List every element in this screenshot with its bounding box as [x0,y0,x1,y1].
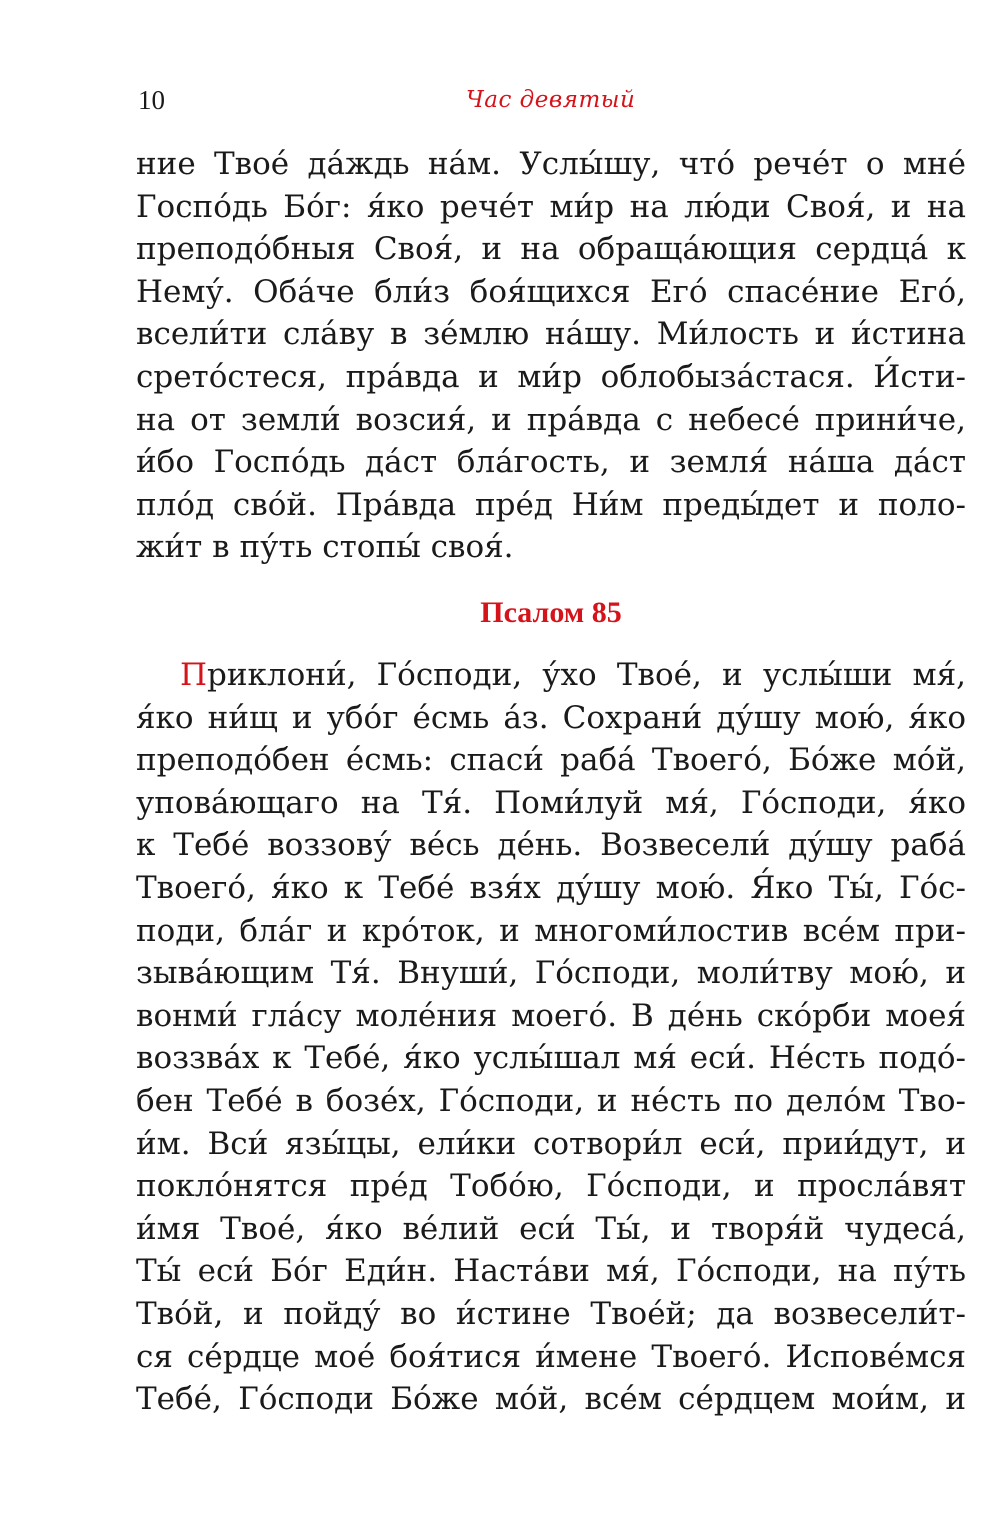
text-line: я́ко ни́щ и убо́г е́смь а́з. Сохрани́ ду́шу мою́, я́ко [136,699,966,736]
text-line: преподо́бен е́смь: спаси́ раба́ Твоего́, Бо́же мо́й, [136,742,966,779]
running-title: Час девятый [466,87,636,113]
text-line: и́бо Госпо́дь да́ст бла́гость, и земля́ на́ша да́ст [136,444,966,481]
text-line: Твоего́, я́ко к Тебе́ взя́х ду́шу мою́. Я́ко Ты́, Го́с- [136,869,966,906]
text-line: и́мя Твое́, я́ко ве́лий еси́ Ты́, и творя́й чудеса́, [136,1210,966,1247]
text-line: покло́нятся пре́д Тобо́ю, Го́споди, и просла́вят [136,1168,966,1205]
text-line: и́м. Вси́ язы́цы, ели́ки сотвори́л еси́, прии́дут, и [136,1125,966,1162]
psalm-heading: Псалом 85 [480,596,622,629]
text-line: зыва́ющим Тя́. Внуши́, Го́споди, моли́тву мою́, и [136,955,966,992]
text-line: Тебе́, Го́споди Бо́же мо́й, все́м се́рдцем мои́м, и [136,1381,966,1418]
text-line: Госпо́дь Бо́г: я́ко рече́т ми́р на лю́ди Своя́, и на [136,188,966,225]
text-line: жи́т в пу́ть стопы́ своя́. [136,529,514,566]
text-line: Тво́й, и пойду́ во и́стине Твое́й; да возвесели́т- [136,1295,966,1332]
text-line: ние Твое́ да́ждь на́м. Услы́шу, что́ рече́т о мне́ [136,146,966,182]
text-line: Нему́. Оба́че бли́з боя́щихся Его́ спасе́ние Его́, [136,273,966,310]
page-number: 10 [138,85,165,115]
first-line-text: риклони́, Го́споди, у́хо Твое́, и услы́ши мя́, [207,657,966,693]
text-line: пло́д сво́й. Пра́вда пре́д Ни́м преды́дет и поло- [136,486,966,523]
continued-psalm-text [136,143,966,569]
text-line: поди, бла́г и кро́ток, и многоми́лостив все́м при- [136,912,966,949]
text-line: Ты́ еси́ Бо́г Еди́н. Наста́ви мя́, Го́споди, на пу́ть [136,1253,966,1290]
text-line: упова́ющаго на Тя́. Поми́луй мя́, Го́споди, я́ко [136,784,966,821]
text-line: преподо́бныя Своя́, и на обраща́ющия сердца́ к [136,231,966,268]
text-line: всели́ти сла́ву в зе́млю на́шу. Ми́лость и и́стина [136,316,966,353]
text-line: к Тебе́ воззову́ ве́сь де́нь. Возвесели́ ду́шу раба́ [136,827,966,864]
text-line: вонми́ гла́су моле́ния моего́. В де́нь ско́рби моея́ [136,997,966,1034]
text-line: бен Тебе́ в бозе́х, Го́споди, и не́сть по дело́м Тво- [136,1082,966,1119]
text-line: на от земли́ возсия́, и пра́вда с небесе́ прини́че, [136,401,966,438]
psalm-85-text [136,654,966,1421]
red-initial-letter: П [180,657,208,693]
running-header [136,82,966,122]
psalm-first-line [136,654,966,697]
text-line: срето́стеся, пра́вда и ми́р облобыза́стася. И́сти- [136,358,966,395]
text-line: ся се́рдце мое́ боя́тися и́мене Твоего́. Испове́мся [136,1338,966,1375]
text-line: воззва́х к Тебе́, я́ко услы́шал мя́ еси́. Не́сть подо́- [136,1040,966,1077]
